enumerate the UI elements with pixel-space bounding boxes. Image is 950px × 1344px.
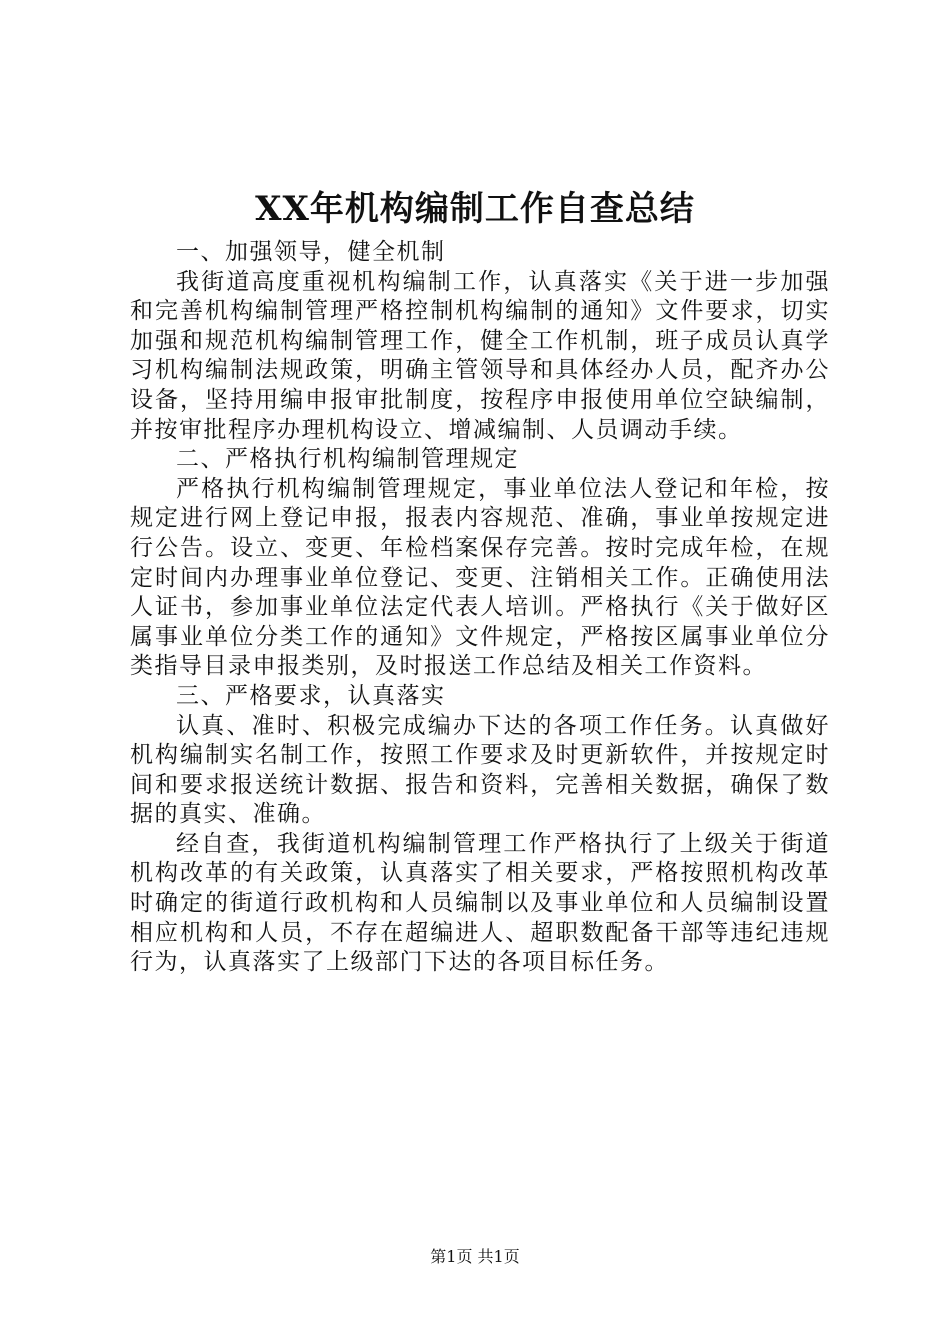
paragraph-2: 严格执行机构编制管理规定，事业单位法人登记和年检，按规定进行网上登记申报，报表内容规范、准确，事业单按规定进行公告。设立、变更、年检档案保存完善。按时完成年检，在规定时间内办理事业单位登记、变更、注销相关工作。正确使用法人证书，参加事业单位法定代表人培训。严格执行《关于做好区属事业单位分类工作的通知》文件规定，严格按区属事业单位分类指导目录申报类别，及时报送工作总结及相关工作资料。 [130,475,830,680]
page-footer: 第1页 共1页 [430,1247,520,1266]
section-heading-3: 三、严格要求，认真落实 [176,682,446,709]
paragraph-3: 认真、准时、积极完成编办下达的各项工作任务。认真做好机构编制实名制工作，按照工作要求及时更新软件，并按规定时间和要求报送统计数据、报告和资料，完善相关数据，确保了数据的真实、准确。 [130,712,830,828]
document-title: XX年机构编制工作自查总结 [255,189,695,229]
document-body [130,238,830,978]
section-heading-1: 一、加强领导，健全机制 [176,239,446,265]
paragraph-conclusion: 经自查，我街道机构编制管理工作严格执行了上级关于街道机构改革的有关政策，认真落实了相关要求，严格按照机构改革时确定的街道行政机构和人员编制以及事业单位和人员编制设置相应机构和人员，不存在超编进人、超职数配备干部等违纪违规行为，认真落实了上级部门下达的各项目标任务。 [130,830,830,976]
paragraph-1: 我街道高度重视机构编制工作，认真落实《关于进一步加强和完善机构编制管理严格控制机构编制的通知》文件要求，切实加强和规范机构编制管理工作，健全工作机制，班子成员认真学习机构编制法规政策，明确主管领导和具体经办人员，配齐办公设备，坚持用编申报审批制度，按程序申报使用单位空缺编制，并按审批程序办理机构设立、增减编制、人员调动手续。 [130,268,830,443]
section-heading-2: 二、严格执行机构编制管理规定 [176,446,519,473]
